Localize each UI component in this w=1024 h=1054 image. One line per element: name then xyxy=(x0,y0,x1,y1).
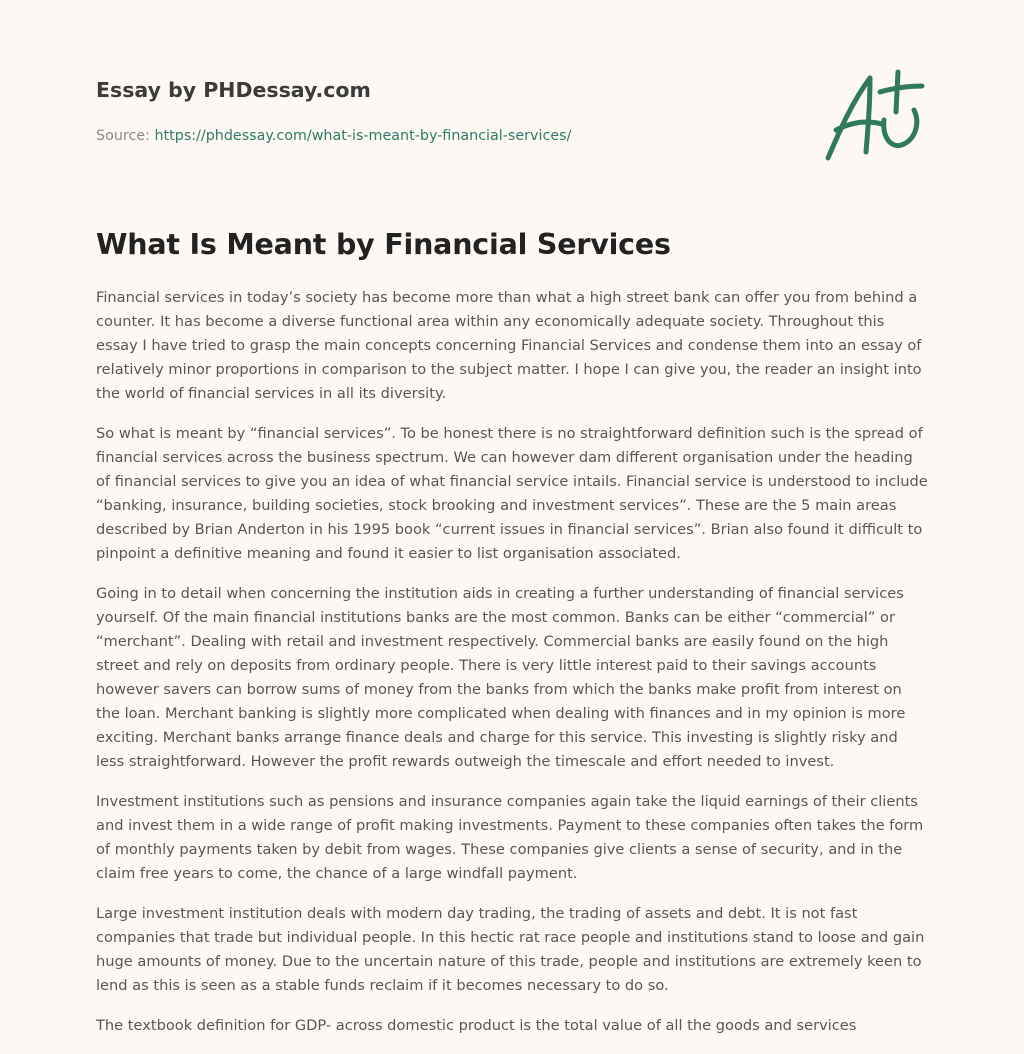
source-link[interactable]: https://phdessay.com/what-is-meant-by-financial-services/ xyxy=(154,128,572,144)
essay-body xyxy=(96,286,930,1054)
essay-paragraph: Investment institutions such as pensions and insurance companies again take the liquid earnings of their clients and invest them in a wide range of profit making investments. Payment to these companies often takes the form of monthly payments taken by debit from wages. These companies give clients a sense of security, and in the claim free years to come, the chance of a large windfall payment. xyxy=(96,793,924,882)
essay-header xyxy=(96,76,796,146)
a-plus-grade-icon xyxy=(818,66,930,166)
essay-paragraph: Going in to detail when concerning the institution aids in creating a further understanding of financial services yourself. Of the main financial institutions banks are the most common. Banks can be either “commercial” or “merchant”. Dealing with retail and investment respectively. Commercial banks are easily found on the high street and rely on deposits from ordinary people. There is very little interest paid to their savings accounts however savers can borrow sums of money from the banks from which the banks make profit from interest on the loan. Merchant banking is slightly more complicated when dealing with finances and in my opinion is more exciting. Merchant banks arrange finance deals and charge for this service. This investing is slightly risky and less straightforward. However the profit rewards outweigh the timescale and effort needed to invest. xyxy=(96,585,906,770)
source-line xyxy=(96,126,796,146)
source-label: Source: xyxy=(96,128,150,144)
essay-title: What Is Meant by Financial Services xyxy=(96,228,671,261)
essay-paragraph: The textbook definition for GDP- across domestic product is the total value of all the goods and services xyxy=(96,1017,857,1034)
essay-paragraph: Financial services in today’s society has become more than what a high street bank can offer you from behind a counter. It has become a diverse functional area within any economically adequate society. Throughout this essay I have tried to grasp the main concepts concerning Financial Services and condense them into an essay of relatively minor proportions in comparison to the subject matter. I hope I can give you, the reader an insight into the world of financial services in all its diversity. xyxy=(96,289,922,402)
site-brand: Essay by PHDessay.com xyxy=(96,78,371,102)
essay-paragraph: So what is meant by “financial services”. To be honest there is no straightforward definition such is the spread of financial services across the business spectrum. We can however dam different organisation under the heading of financial services to give you an idea of what financial service intails. Financial service is understood to include “banking, insurance, building societies, stock brooking and investment services”. These are the 5 main areas described by Brian Anderton in his 1995 book “current issues in financial services”. Brian also found it difficult to pinpoint a definitive meaning and found it easier to list organisation associated. xyxy=(96,425,928,562)
essay-paragraph: Large investment institution deals with modern day trading, the trading of assets and debt. It is not fast companies that trade but individual people. In this hectic rat race people and institutions stand to loose and gain huge amounts of money. Due to the uncertain nature of this trade, people and institutions are extremely keen to lend as this is seen as a stable funds reclaim if it becomes necessary to do so. xyxy=(96,905,925,994)
